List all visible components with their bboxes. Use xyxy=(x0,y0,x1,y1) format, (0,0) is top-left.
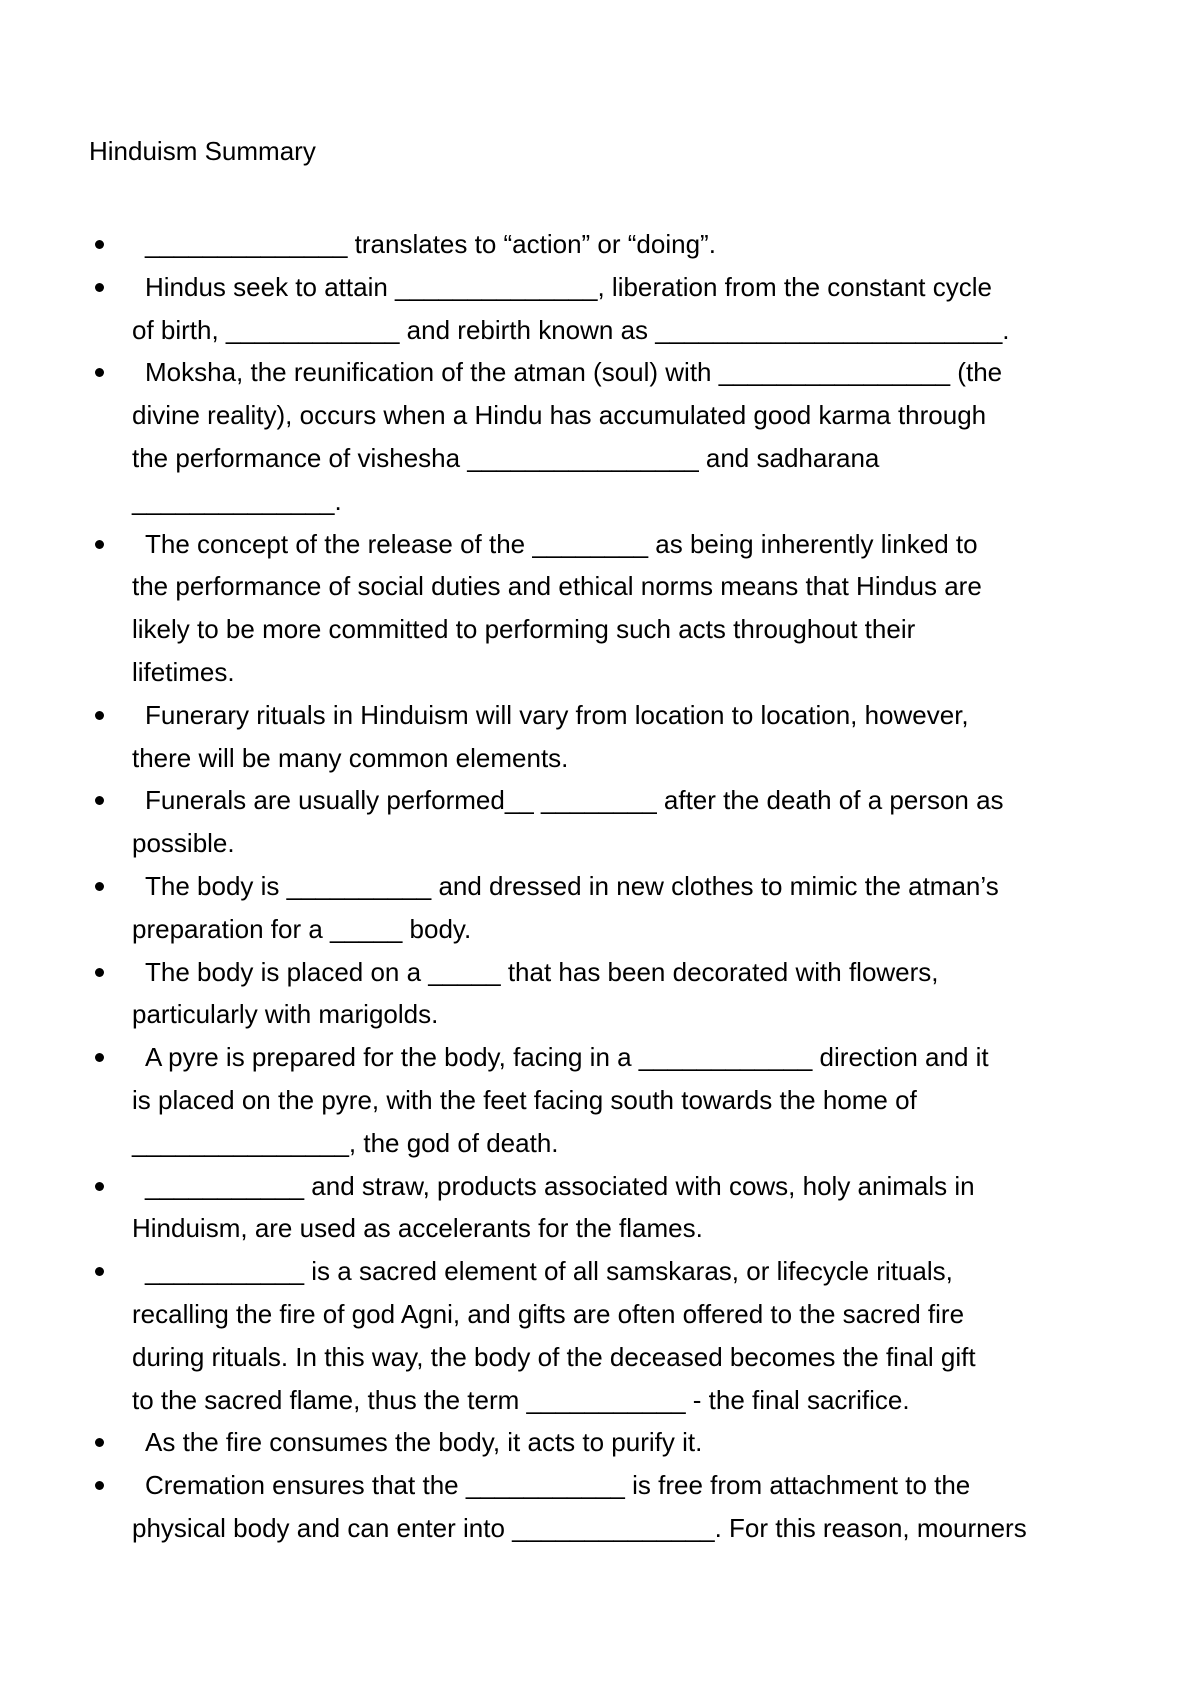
bullet-item xyxy=(0,1036,1200,1164)
bullet-dot-icon xyxy=(95,796,104,805)
bullet-dot-icon xyxy=(95,1053,104,1062)
bullet-text-line: recalling the fire of god Agni, and gifts are often offered to the sacred fire xyxy=(132,1298,965,1329)
bullet-item xyxy=(0,351,1200,522)
bullet-text-line: Funerary rituals in Hinduism will vary from location to location, however, xyxy=(145,699,969,730)
bullet-text-line: of birth, ____________ and rebirth known as ________________________. xyxy=(132,314,1010,345)
bullet-text-line: ______________ translates to “action” or “doing”. xyxy=(145,229,716,259)
bullet-dot-icon xyxy=(95,368,104,377)
page-title: Hinduism Summary xyxy=(89,136,316,166)
bullet-text-line: _______________, the god of death. xyxy=(132,1127,559,1158)
bullet-dot-icon xyxy=(95,882,104,891)
bullet-item xyxy=(0,865,1200,951)
bullet-text-line: ___________ is a sacred element of all samskaras, or lifecycle rituals, xyxy=(145,1256,953,1287)
bullet-text-line: preparation for a _____ body. xyxy=(132,913,472,944)
bullet-text-line: The concept of the release of the ________ as being inherently linked to xyxy=(145,528,978,559)
bullet-text-line: Funerals are usually performed__ ________ after the death of a person as xyxy=(145,785,1004,816)
bullet-text-line: Cremation ensures that the ___________ is free from attachment to the xyxy=(145,1470,971,1501)
bullet-dot-icon xyxy=(95,283,104,292)
bullet-text-line: particularly with marigolds. xyxy=(132,999,439,1030)
bullet-text-line: A pyre is prepared for the body, facing in a ____________ direction and it xyxy=(145,1042,989,1073)
bullet-text-line: there will be many common elements. xyxy=(132,742,569,773)
bullet-text-line: to the sacred flame, thus the term ___________ - the final sacrifice. xyxy=(132,1384,910,1415)
summary-bullet-list xyxy=(0,223,1200,1550)
bullet-item xyxy=(0,223,1200,266)
bullet-text-line: Moksha, the reunification of the atman (soul) with ________________ (the xyxy=(145,357,1003,388)
bullet-dot-icon xyxy=(95,1438,104,1447)
bullet-text-line: ______________. xyxy=(132,485,342,516)
bullet-text-line: lifetimes. xyxy=(132,656,235,687)
bullet-text-line: divine reality), occurs when a Hindu has accumulated good karma through xyxy=(132,400,987,431)
bullet-dot-icon xyxy=(95,1481,104,1490)
bullet-text-line: likely to be more committed to performing such acts throughout their xyxy=(132,614,916,645)
bullet-dot-icon xyxy=(95,240,104,249)
bullet-item xyxy=(0,1464,1200,1550)
bullet-item xyxy=(0,1421,1200,1464)
bullet-dot-icon xyxy=(95,1267,104,1276)
bullet-dot-icon xyxy=(95,711,104,720)
bullet-text-line: is placed on the pyre, with the feet facing south towards the home of xyxy=(132,1084,917,1115)
bullet-text-line: the performance of vishesha ________________ and sadharana xyxy=(132,442,880,473)
bullet-dot-icon xyxy=(95,1182,104,1191)
bullet-item xyxy=(0,523,1200,694)
bullet-text-line: Hindus seek to attain ______________, liberation from the constant cycle xyxy=(145,271,992,302)
bullet-item xyxy=(0,951,1200,1037)
bullet-text-line: the performance of social duties and ethical norms means that Hindus are xyxy=(132,571,982,602)
bullet-text-line: Hinduism, are used as accelerants for the flames. xyxy=(132,1213,703,1244)
bullet-dot-icon xyxy=(95,968,104,977)
bullet-text-line: ___________ and straw, products associated with cows, holy animals in xyxy=(145,1170,975,1201)
bullet-item xyxy=(0,779,1200,865)
bullet-dot-icon xyxy=(95,540,104,549)
bullet-item xyxy=(0,1250,1200,1421)
bullet-text-line: physical body and can enter into ______________. For this reason, mourners xyxy=(132,1512,1027,1543)
bullet-text-line: during rituals. In this way, the body of the deceased becomes the final gift xyxy=(132,1341,976,1372)
bullet-text-line: The body is placed on a _____ that has been decorated with flowers, xyxy=(145,956,939,987)
bullet-text-line: The body is __________ and dressed in new clothes to mimic the atman’s xyxy=(145,870,999,901)
bullet-item xyxy=(0,266,1200,352)
bullet-item xyxy=(0,694,1200,780)
bullet-text-line: As the fire consumes the body, it acts to purify it. xyxy=(145,1427,703,1458)
bullet-item xyxy=(0,1165,1200,1251)
bullet-text-line: possible. xyxy=(132,828,235,859)
